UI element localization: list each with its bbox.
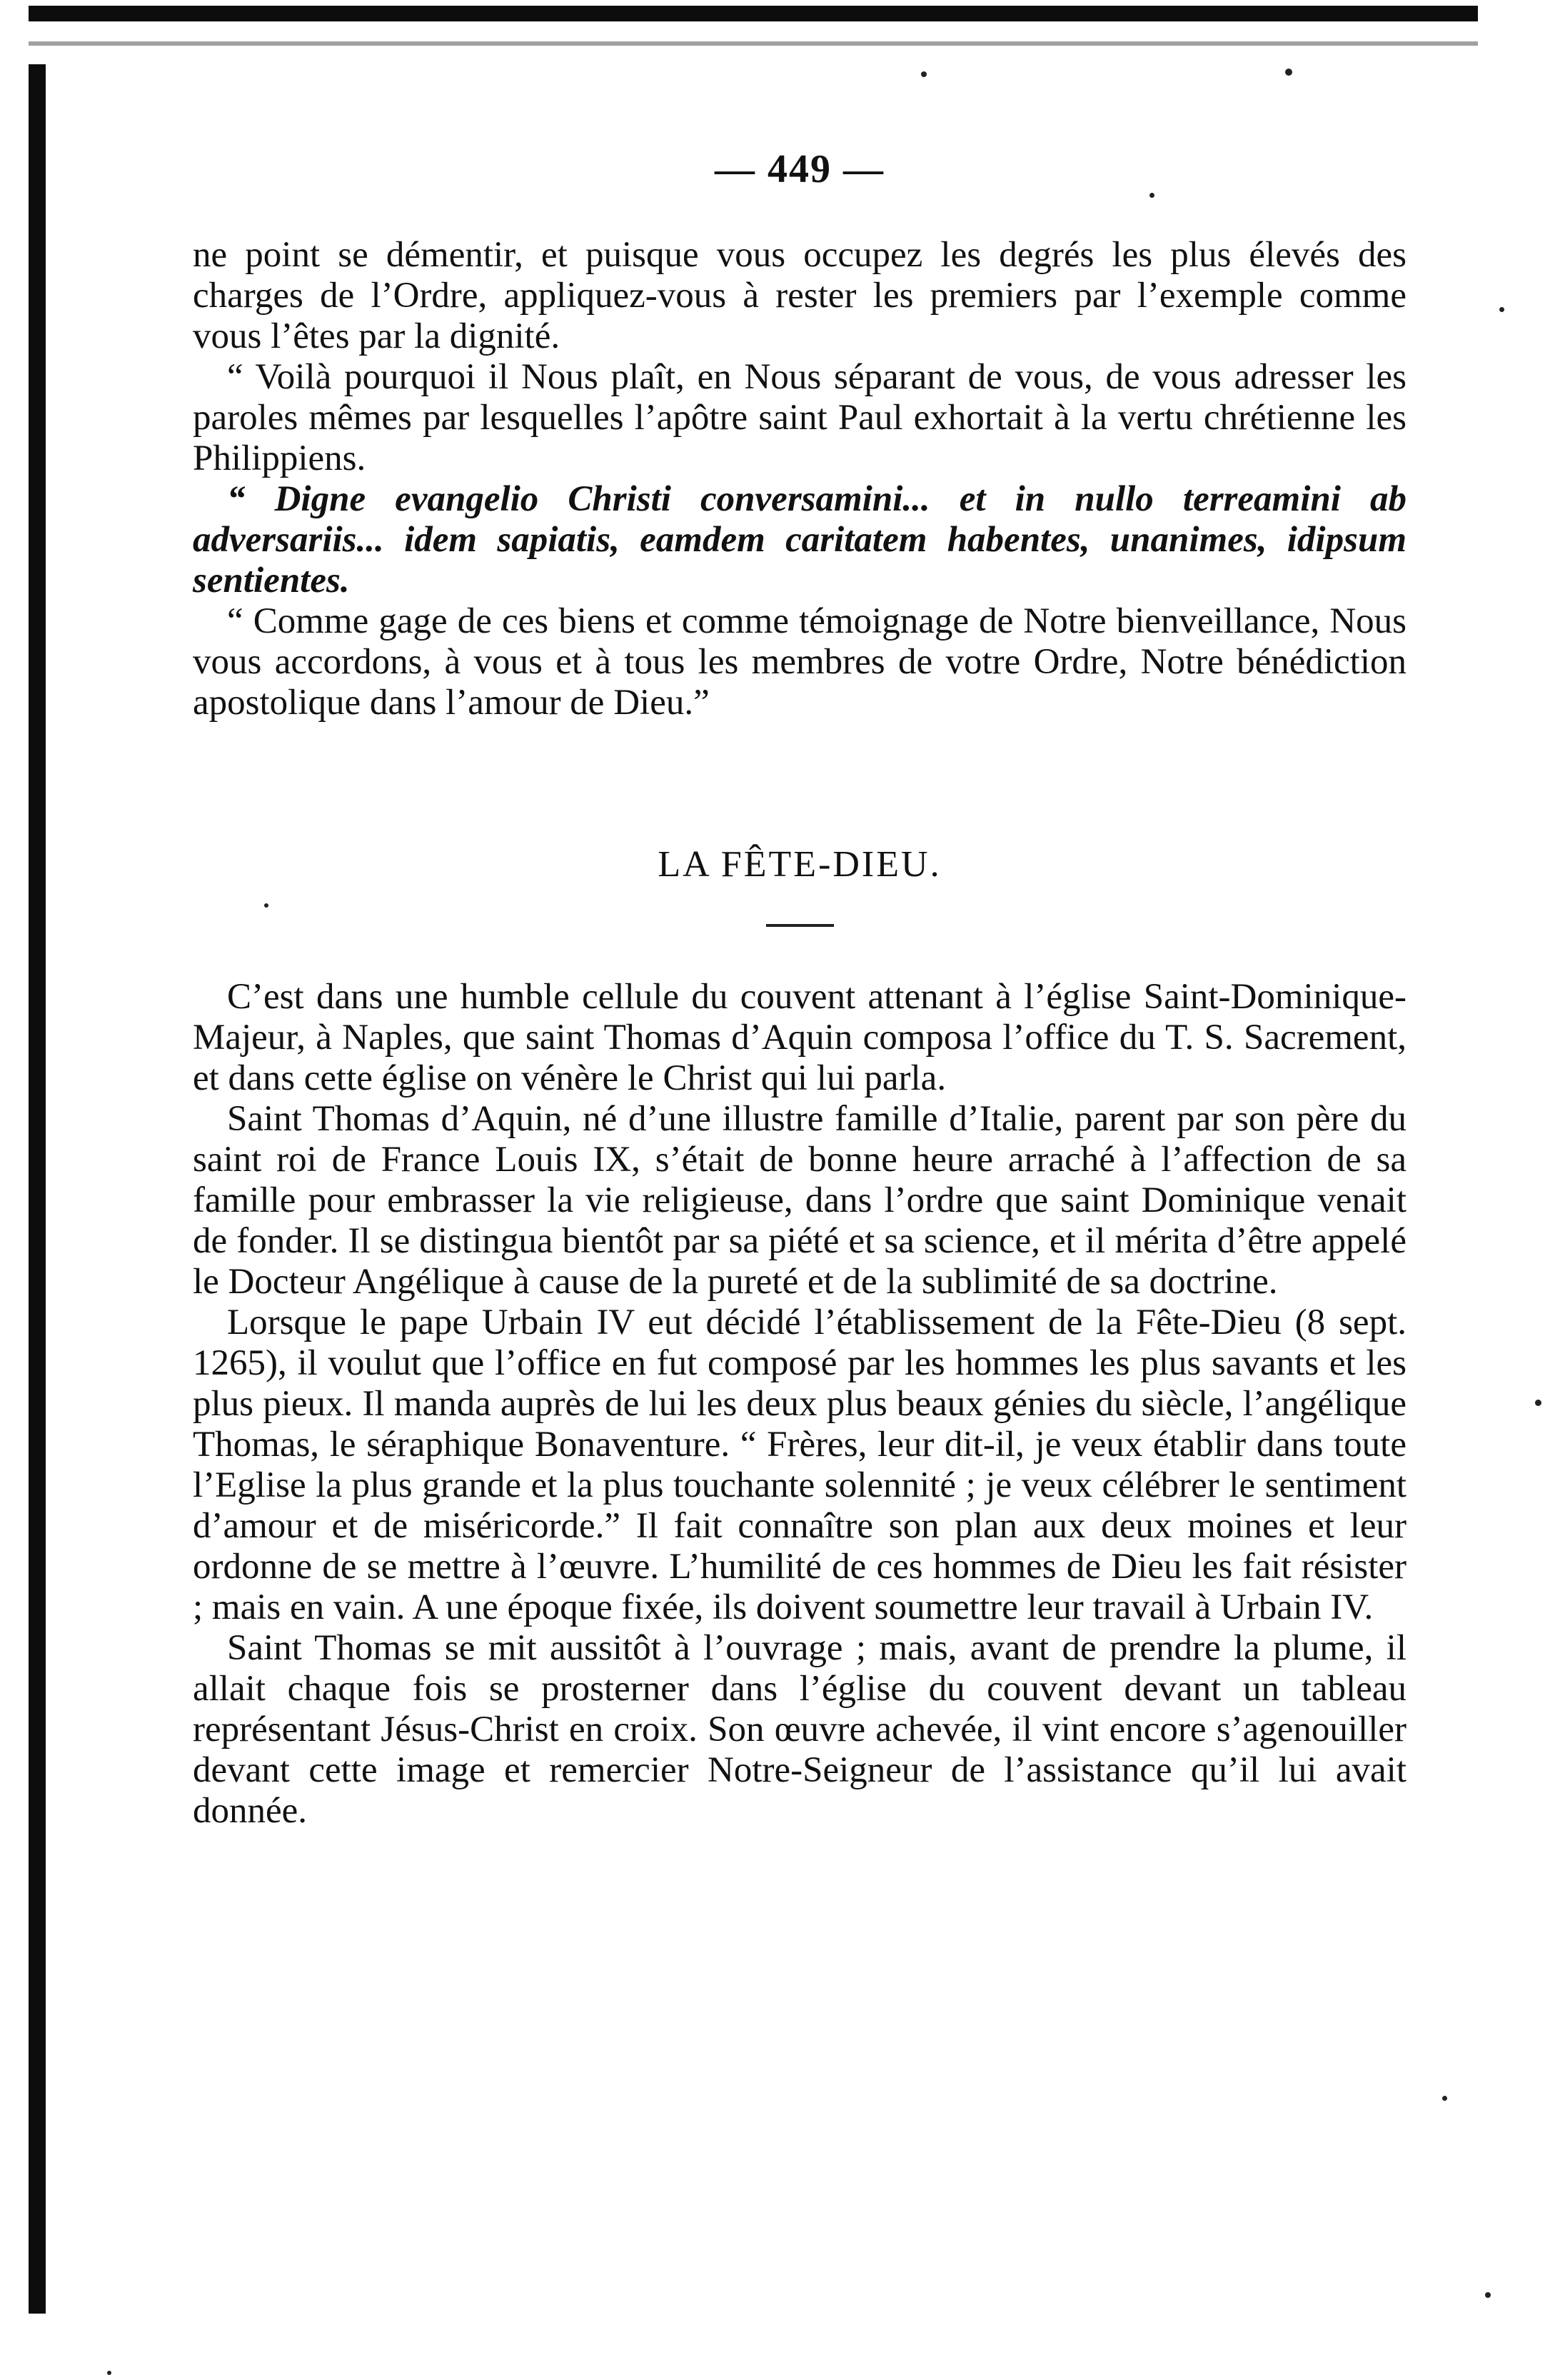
scan-top-shadow [29,41,1478,46]
paragraph: Lorsque le pape Urbain IV eut décidé l’établissement de la Fête-Dieu (8 sept. 1265), il voulut que l’office en fut composé par les hommes les plus savants et les plus pieux. Il manda auprès de lui les deux plus beaux génies du siècle, l’angélique Thomas, le séraphique Bonaventure. “ Frères, leur dit-il, je veux établir dans toute l’Eglise la plus grande et la plus touchante solennité ; je veux célébrer le sentiment d’amour et de miséricorde.” Il fait connaître son plan aux deux moines et leur ordonne de se mettre à l’œuvre. L’humilité de ces hommes de Dieu les fait résister ; mais en vain. A une époque fixée, ils doivent soumettre leur travail à Urbain IV. [193,1302,1407,1627]
paragraph: ne point se démentir, et puisque vous occupez les degrés les plus élevés des charges de l’Ordre, appliquez-vous à rester les premiers par l’exemple comme vous l’êtes par la dignité. [193,235,1407,356]
section-title: LA FÊTE-DIEU. [658,844,942,885]
paragraph: Saint Thomas d’Aquin, né d’une illustre famille d’Italie, parent par son père du saint roi de France Louis IX, s’était de bonne heure arraché à l’affection de sa famille pour embrasser la vie religieuse, dans l’ordre que saint Dominique venait de fonder. Il se distingua bientôt par sa piété et sa science, et il mérita d’être appelé le Docteur Angélique à cause de la pureté et de la sublimité de sa doctrine. [193,1099,1407,1302]
book-page [193,146,1407,1832]
scan-left-border [29,64,46,2314]
scan-top-border [29,6,1478,21]
page-number: — 449 — [715,147,885,191]
paragraph: C’est dans une humble cellule du couvent attenant à l’église Saint-Dominique-Majeur, à Naples, que saint Thomas d’Aquin composa l’office du T. S. Sacrement, et dans cette église on vénère le Christ qui lui parla. [193,977,1407,1098]
paragraph: “ Voilà pourquoi il Nous plaît, en Nous séparant de vous, de vous adresser les paroles mêmes par lesquelles l’apôtre saint Paul exhortait à la vertu chrétienne les Philippiens. [193,357,1407,478]
latin-quotation: “ Digne evangelio Christi conversamini... et in nullo terreamini ab adversariis... idem sapiatis, eamdem caritatem habentes, unanimes, idipsum sentientes. [193,479,1407,601]
paragraph: “ Comme gage de ces biens et comme témoignage de Notre bienveillance, Nous vous accordons, à vous et à tous les membres de votre Ordre, Notre bénédiction apostolique dans l’amour de Dieu.” [193,601,1407,723]
title-divider [766,924,834,927]
paragraph: Saint Thomas se mit aussitôt à l’ouvrage ; mais, avant de prendre la plume, il allait chaque fois se prosterner dans l’église du couvent devant un tableau représentant Jésus-Christ en croix. Son œuvre achevée, il vint encore s’agenouiller devant cette image et remercier Notre-Seigneur de l’assistance qu’il lui avait donnée. [193,1628,1407,1831]
